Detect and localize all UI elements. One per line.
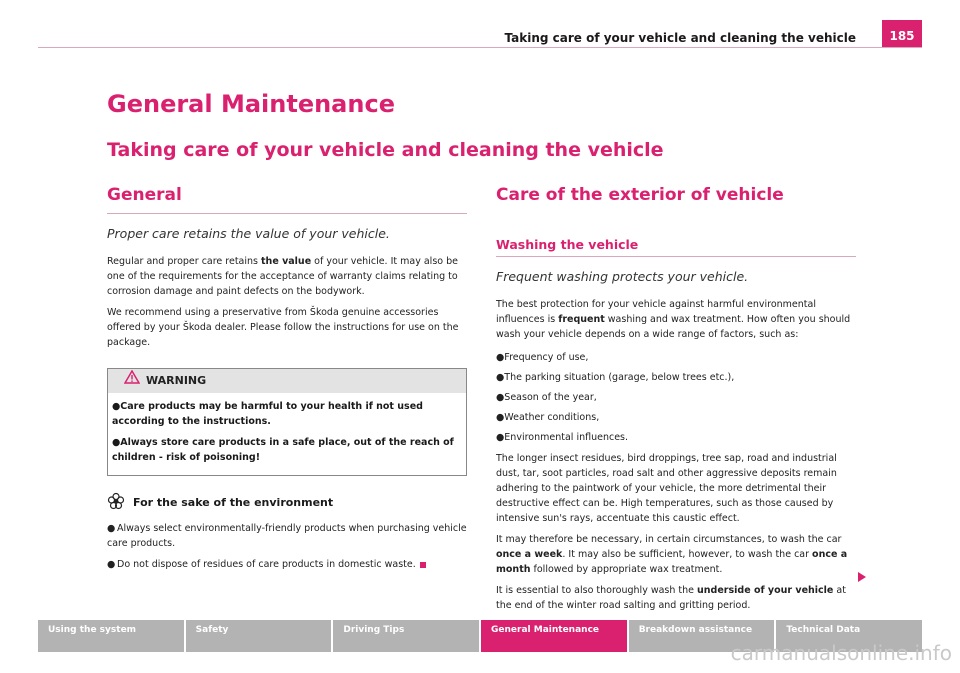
watermark: carmanualsonline.info (730, 641, 952, 665)
general-paragraph-1: Regular and proper care retains the value of your vehicle. It may also be one of the requirements for the acceptance of warranty claims relating to corrosion damage and paint defects on the bodywork. (107, 256, 458, 297)
tab-technical-data[interactable]: Technical Data (776, 620, 922, 652)
washing-paragraph-4: It is essential to also thoroughly wash the underside of your vehicle at the end of the winter road salting and gritting period. (496, 585, 846, 611)
tab-safety[interactable]: Safety (186, 620, 332, 652)
list-item: ●The parking situation (garage, below trees etc.), (496, 372, 735, 383)
warning-box (107, 368, 467, 476)
environment-title: For the sake of the environment (133, 496, 334, 509)
tab-using-the-system[interactable]: Using the system (38, 620, 184, 652)
tab-general-maintenance[interactable]: General Maintenance (481, 620, 627, 652)
environment-item: ● Do not dispose of residues of care products in domestic waste. (107, 557, 467, 572)
tab-breakdown-assistance[interactable]: Breakdown assistance (629, 620, 775, 652)
continue-arrow-icon (858, 572, 866, 582)
list-item: ●Frequency of use, (496, 352, 589, 363)
general-heading-rule (107, 213, 467, 214)
washing-heading-rule (496, 256, 856, 257)
general-intro: Proper care retains the value of your vehicle. (107, 226, 390, 241)
running-header-title: Taking care of your vehicle and cleaning the vehicle (504, 31, 856, 45)
washing-paragraph-1: The best protection for your vehicle against harmful environmental influences is frequent washing and wax treatment. How often you should wash your vehicle depends on a wide range of factors, such as: (496, 299, 851, 340)
warning-body (108, 393, 466, 475)
exterior-care-heading: Care of the exterior of vehicle (496, 185, 784, 205)
spacer (496, 213, 856, 232)
warning-item: ●Always store care products in a safe place, out of the reach of children - risk of poisoning! (112, 437, 454, 463)
section-end-marker (420, 562, 426, 568)
environment-item: ● Always select environmentally-friendly products when purchasing vehicle care products. (107, 523, 467, 549)
washing-paragraph-3: It may therefore be necessary, in certain circumstances, to wash the car once a week. It may also be sufficient, however, to wash the car once a month followed by appropriate wax treatment. (496, 534, 848, 575)
tab-driving-tips[interactable]: Driving Tips (333, 620, 479, 652)
page-number: 185 (882, 20, 922, 47)
washing-heading: Washing the vehicle (496, 237, 639, 252)
list-item: ●Season of the year, (496, 392, 597, 403)
section-title: Taking care of your vehicle and cleaning the vehicle (107, 139, 664, 161)
left-column (107, 183, 467, 578)
list-item: ●Environmental influences. (496, 432, 629, 443)
warning-triangle-icon (124, 369, 140, 393)
environment-header (107, 492, 467, 513)
list-item: ●Weather conditions, (496, 412, 600, 423)
chapter-title: General Maintenance (107, 90, 395, 118)
general-paragraph-2: We recommend using a preservative from Škoda genuine accessories offered by your Škoda dealer. Please follow the instructions for use on the package. (107, 307, 459, 348)
warning-title: WARNING (146, 374, 207, 387)
washing-intro: Frequent washing protects your vehicle. (496, 269, 749, 284)
header-rule (38, 47, 922, 48)
general-heading: General (107, 185, 182, 205)
flower-icon (107, 492, 125, 513)
warning-item: ●Care products may be harmful to your health if not used according to the instructions. (112, 401, 423, 427)
warning-header (108, 369, 466, 393)
right-column (496, 183, 856, 619)
factor-list (496, 350, 856, 445)
washing-paragraph-2: The longer insect residues, bird droppings, tree sap, road and industrial dust, tar, soot particles, road salt and other aggressive deposits remain adhering to the paintwork of your vehicle, the more detrimental their destructive effect can be. High temperatures, such as those caused by intensive sun's rays, accentuate this caustic effect. (496, 453, 837, 524)
